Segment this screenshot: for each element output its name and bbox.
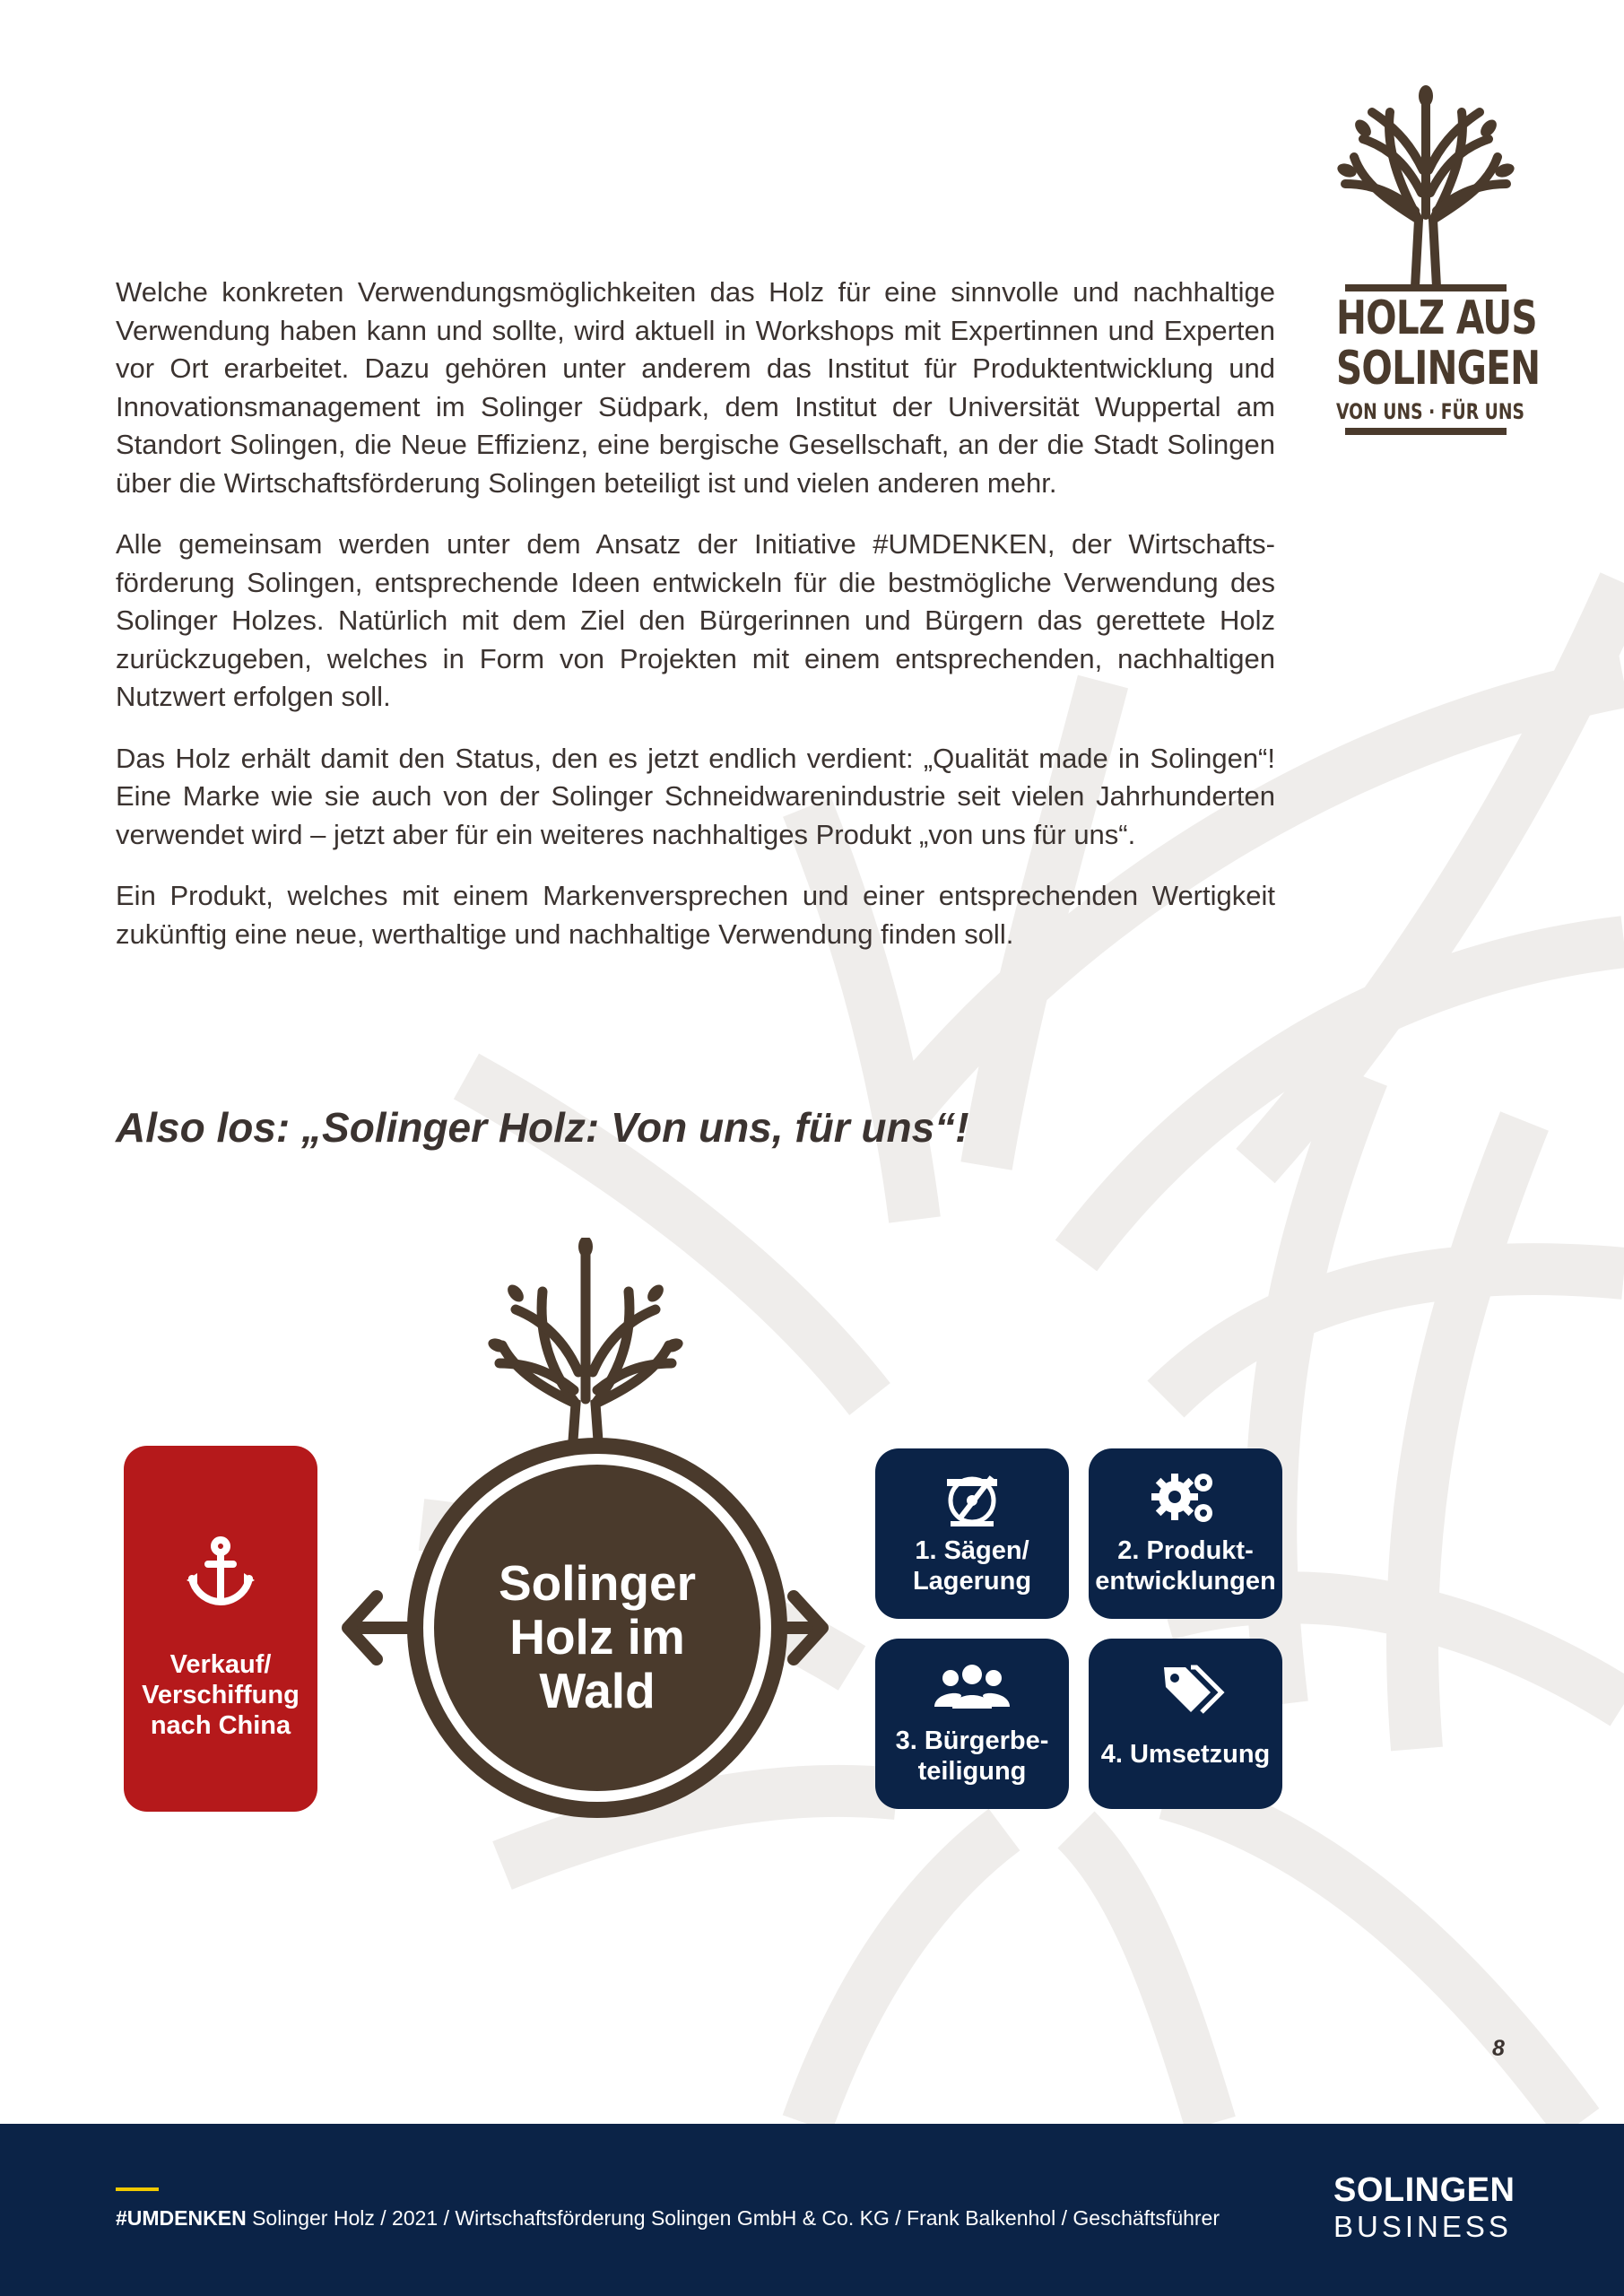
step-1-label-2: Lagerung xyxy=(912,1567,1032,1596)
footer-hashtag: #UMDENKEN xyxy=(116,2206,247,2230)
footer-credits: Solinger Holz / 2021 / Wirtschaftsförderung Solingen GmbH & Co. KG / Frank Balkenhol / Geschäftsführer xyxy=(246,2206,1220,2230)
body-text xyxy=(116,274,1275,977)
footer xyxy=(0,2124,1624,2296)
step-1-label-1: 1. Sägen/ xyxy=(915,1536,1029,1565)
tree-icon xyxy=(1336,85,1515,287)
saw-icon xyxy=(875,1465,1069,1527)
step-saegen-box xyxy=(875,1448,1069,1619)
gears-icon xyxy=(1089,1465,1282,1527)
paragraph-4: Ein Produkt, welches mit einem Markenversprechen und einer entsprechenden Wertigkeit zukünftig eine neue, werthaltige und nachhaltige Verwendung finden soll. xyxy=(116,880,1275,950)
step-4-label-1: 4. Umsetzung xyxy=(1100,1740,1271,1769)
step-buergerbeteiligung-box xyxy=(875,1639,1069,1809)
sale-china-label-3: nach China xyxy=(150,1711,291,1740)
anchor-icon xyxy=(185,1535,256,1607)
sale-china-label-2: Verschiffung xyxy=(142,1681,300,1709)
logo-line-1: HOLZ AUS xyxy=(1336,291,1537,345)
sale-china-box xyxy=(124,1446,317,1812)
footer-accent-line xyxy=(116,2187,159,2191)
slogan-heading: Also los: „Solinger Holz: Von uns, für uns“! xyxy=(116,1104,969,1151)
process-diagram xyxy=(0,1238,1624,1830)
center-label-line-1: Solinger xyxy=(498,1555,697,1611)
page-number: 8 xyxy=(1492,2036,1505,2061)
step-umsetzung-box xyxy=(1089,1639,1282,1809)
step-3-label-2: teiligung xyxy=(917,1757,1027,1786)
step-produktentwicklung-box xyxy=(1089,1448,1282,1619)
step-2-label-2: entwicklungen xyxy=(1095,1567,1276,1596)
logo-line-2: SOLINGEN xyxy=(1336,342,1541,396)
center-label-line-2: Holz im xyxy=(509,1609,685,1665)
holz-aus-solingen-logo xyxy=(1336,85,1541,444)
paragraph-3: Das Holz erhält damit den Status, den es jetzt endlich verdient: „Qualität made in Solingen“! Eine Marke wie sie auch von der Solinger Schneidwarenindustrie seit vielen Jahrhunderten verwendet wird – jetzt aber für ein weiteres nachhaltiges Produkt „von uns für uns“. xyxy=(116,742,1275,850)
step-3-label-1: 3. Bürgerbe- xyxy=(895,1726,1049,1755)
center-label-line-3: Wald xyxy=(539,1663,656,1718)
brand-business: BUSINESS xyxy=(1333,2210,1512,2243)
brand-solingen: SOLINGEN xyxy=(1333,2171,1515,2209)
step-2-label-1: 2. Produkt- xyxy=(1117,1536,1254,1565)
center-label xyxy=(418,1556,777,1718)
tags-icon xyxy=(1089,1655,1282,1718)
people-icon xyxy=(875,1655,1069,1718)
footer-text xyxy=(116,2206,1220,2231)
paragraph-1: Welche konkreten Verwendungsmöglichkeiten das Holz für eine sinnvolle und nachhaltige Verwendung haben kann und sollte, wird aktuell in Workshops mit Expertinnen und Experten vor Ort erarbeitet. Dazu gehören unter anderem das Institut für Produktentwicklung und Innovationsmanagement im Solinger Südpark, dem Institut der Universität Wuppertal am Standort Solingen, die Neue Effizienz, eine bergische Gesellschaft, an der die Stadt Solingen über die Wirtschaftsförderung Solingen beteiligt ist und vielen anderen mehr. xyxy=(116,276,1275,499)
sale-china-label-1: Verkauf/ xyxy=(169,1650,272,1679)
logo-line-3: VON UNS · FÜR UNS xyxy=(1336,399,1525,424)
paragraph-2: Alle gemeinsam werden unter dem Ansatz der Initiative #UMDENKEN, der Wirtschafts-förderung Solingen, entsprechende Ideen entwickeln für die bestmögliche Verwendung des Solinger Holzes. Natürlich mit dem Ziel den Bürgerinnen und Bürgern das gerettete Holz zurückzugeben, welches in Form von Projekten mit einem entsprechenden, nachhaltigen Nutzwert erfolgen soll. xyxy=(116,528,1275,712)
